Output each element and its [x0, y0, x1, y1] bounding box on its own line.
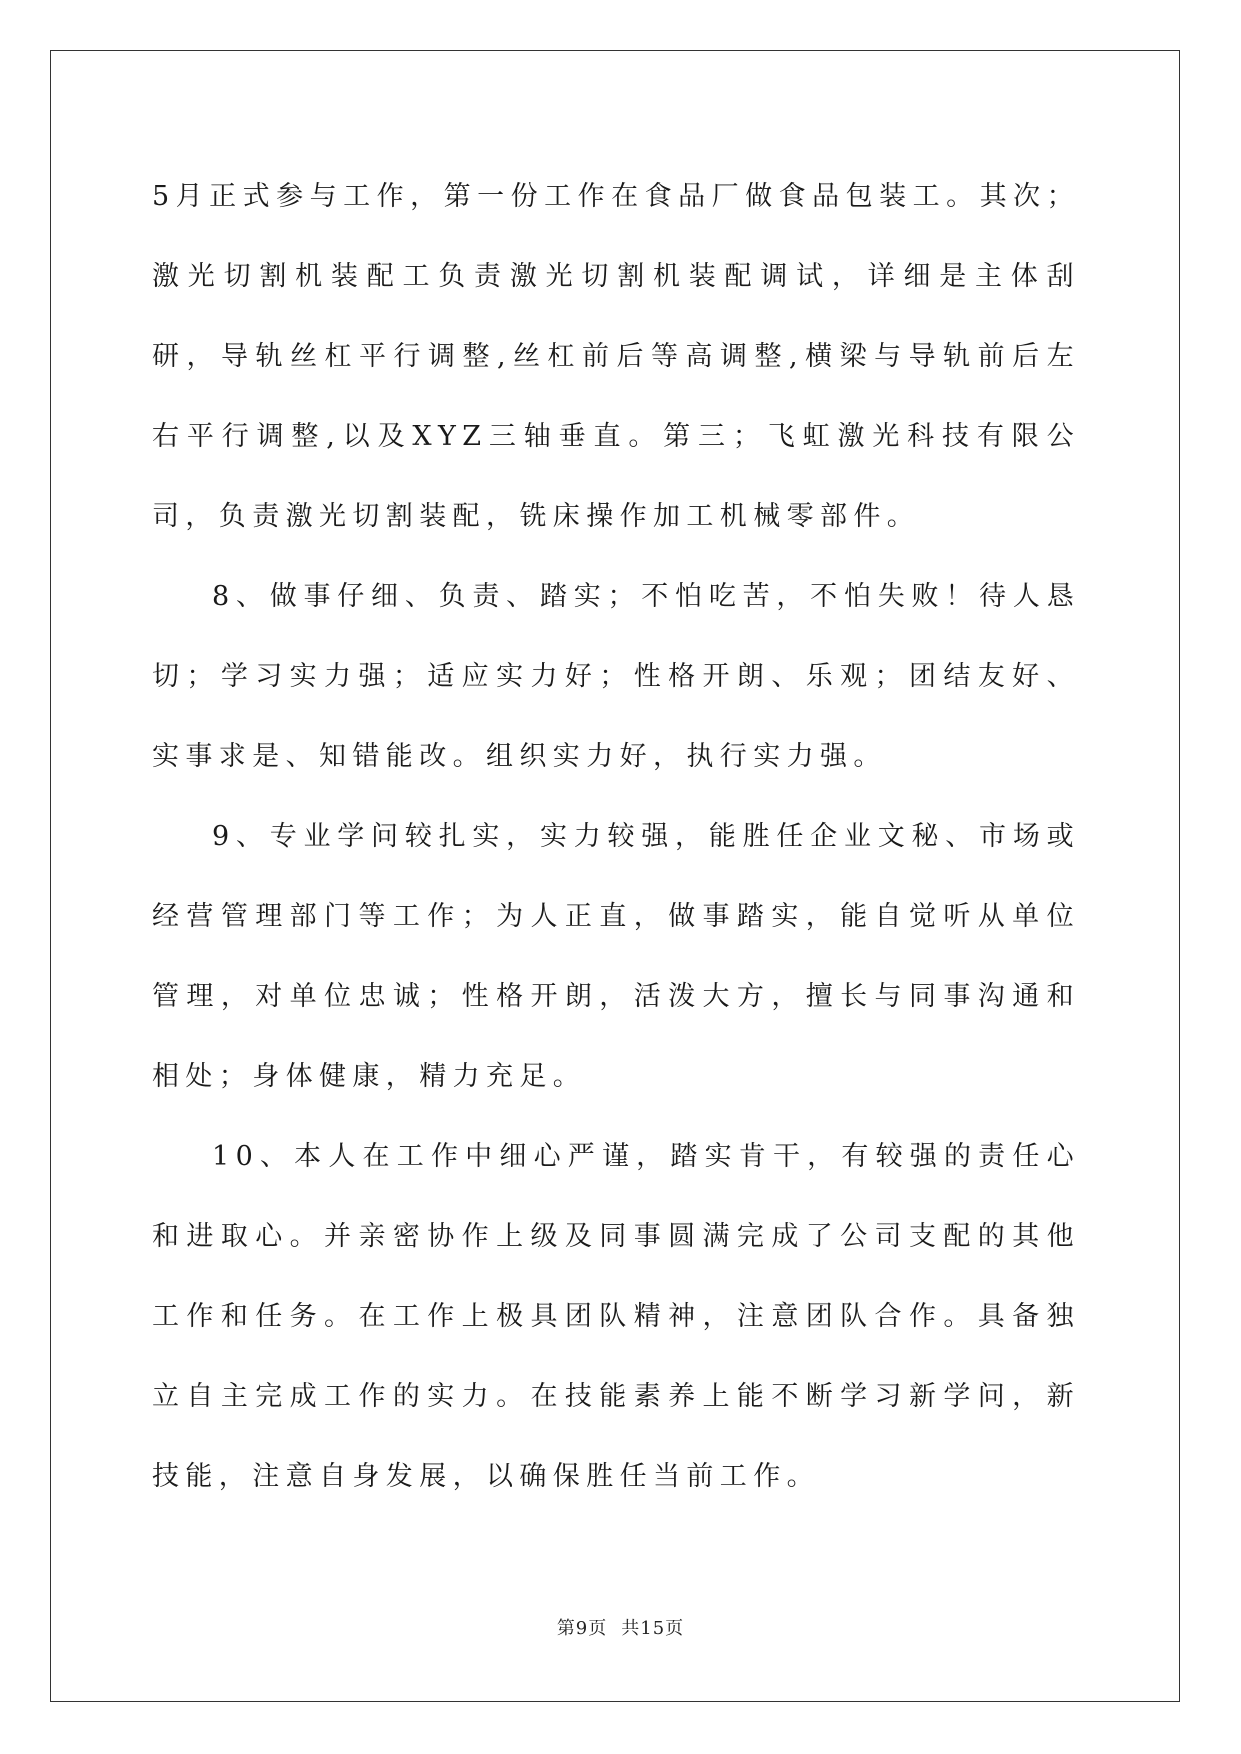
page-number: 第9页: [556, 1618, 608, 1639]
paragraph-item-10: 10、本人在工作中细心严谨，踏实肯干，有较强的责任心和进取心。并亲密协作上级及同事圆满完成了公司支配的其他工作和任务。在工作上极具团队精神，注意团队合作。具备独立自主完成工作的实力。在技能素养上能不断学习新学问，新技能，注意自身发展，以确保胜任当前工作。: [152, 1141, 1080, 1492]
page-footer: [0, 1614, 1241, 1640]
paragraph-item-8: 8、做事仔细、负责、踏实；不怕吃苦，不怕失败！待人恳切；学习实力强；适应实力好；性格开朗、乐观；团结友好、实事求是、知错能改。组织实力好，执行实力强。: [152, 581, 1080, 772]
paragraph-intro: 5月正式参与工作，第一份工作在食品厂做食品包装工。其次；激光切割机装配工负责激光切割机装配调试，详细是主体刮研，导轨丝杠平行调整,丝杠前后等高调整,横梁与导轨前后左右平行调整,以及XYZ三轴垂直。第三；飞虹激光科技有限公司，负责激光切割装配，铣床操作加工机械零部件。: [152, 181, 1080, 532]
paragraph-item-9: 9、专业学问较扎实，实力较强，能胜任企业文秘、市场或经营管理部门等工作；为人正直，做事踏实，能自觉听从单位管理，对单位忠诚；性格开朗，活泼大方，擅长与同事沟通和相处；身体健康，精力充足。: [152, 821, 1080, 1092]
document-body: [152, 157, 1080, 1517]
page-total: 共15页: [621, 1618, 685, 1639]
